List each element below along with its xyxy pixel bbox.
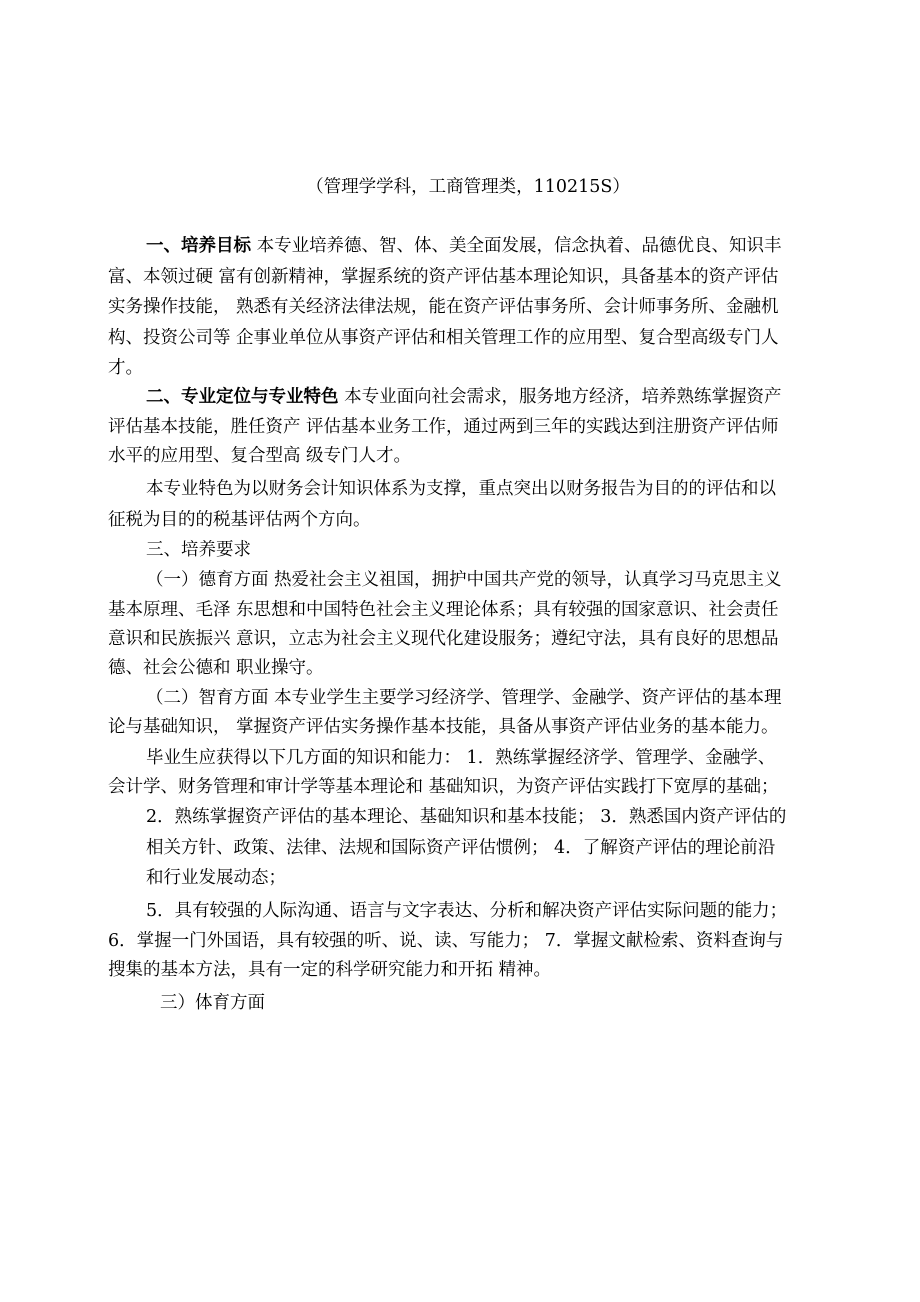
- intellect-text-line-1: （二）智育方面 本专业学生主要学习经济学、管理学、金融学、资产评估的基本理: [146, 688, 782, 708]
- positioning-heading: 二、专业定位与专业特色: [146, 387, 339, 407]
- feature-text-line-1: 本专业特色为以财务会计知识体系为支撑，重点突出以财务报告为目的的评估和以: [146, 479, 776, 499]
- discipline-caption: （管理学学科，工商管理类，110215S）: [306, 177, 630, 197]
- moral-text-line-2: 基本原理、毛泽 东思想和中国特色社会主义理论体系；具有较强的国家意识、社会责任: [108, 600, 779, 620]
- feature-text-line-2: 征税为目的的税基评估两个方向。: [108, 510, 371, 530]
- goal-text-line-1: 本专业培养德、智、体、美全面发展，信念执着、品德优良、知识丰: [251, 236, 782, 256]
- goal-text-line-4: 构、投资公司等 企事业单位从事资产评估和相关管理工作的应用型、复合型高级专门人: [108, 328, 779, 348]
- positioning-text-line-3: 水平的应用型、复合型高 级专门人才。: [108, 446, 412, 466]
- ability-text-line-8: 搜集的基本方法，具有一定的科学研究能力和开拓 精神。: [108, 960, 552, 980]
- ability-text-line-2: 会计学、财务管理和审计学等基本理论和 基础知识，为资产评估实践打下宽厚的基础；: [108, 777, 779, 797]
- goal-text-line-3: 实务操作技能， 熟悉有关经济法律法规，能在资产评估事务所、会计师事务所、金融机: [108, 297, 779, 317]
- moral-text-line-3: 意识和民族振兴 意识，立志为社会主义现代化建设服务；遵纪守法，具有良好的思想品: [108, 629, 779, 649]
- goal-text-line-5: 才。: [108, 358, 143, 378]
- positioning-paragraph-line-1: [146, 382, 836, 412]
- intellect-text-line-2: 论与基础知识， 掌握资产评估实务操作基本技能，具备从事资产评估业务的基本能力。: [108, 717, 779, 737]
- ability-text-line-3: 2．熟练掌握资产评估的基本理论、基础知识和基本技能； 3．熟悉国内资产评估的: [146, 807, 787, 827]
- ability-text-line-5: 和行业发展动态；: [146, 868, 286, 888]
- goal-text-line-2: 富、本领过硬 富有创新精神，掌握系统的资产评估基本理论知识，具备基本的资产评估: [108, 267, 779, 287]
- ability-text-line-7: 6．掌握一门外国语，具有较强的听、说、读、写能力； 7．掌握文献检索、资料查询与: [108, 931, 784, 951]
- ability-text-line-4: 相关方针、政策、法律、法规和国际资产评估惯例； 4．了解资产评估的理论前沿: [146, 838, 776, 858]
- requirements-heading: 三、培养要求: [146, 540, 251, 560]
- physical-heading: 三）体育方面: [160, 993, 265, 1013]
- ability-text-line-1: 毕业生应获得以下几方面的知识和能力： 1．熟练掌握经济学、管理学、金融学、: [146, 748, 776, 768]
- moral-text-line-4: 德、社会公德和 职业操守。: [108, 658, 324, 678]
- moral-text-line-1: （一）德育方面 热爱社会主义祖国，拥护中国共产党的领导，认真学习马克思主义: [146, 570, 782, 590]
- positioning-text-line-1: 本专业面向社会需求，服务地方经济，培养熟练掌握资产: [338, 387, 782, 407]
- positioning-text-line-2: 评估基本技能，胜任资产 评估基本业务工作，通过两到三年的实践达到注册资产评估师: [108, 417, 779, 437]
- ability-text-line-6: 5．具有较强的人际沟通、语言与文字表达、分析和解决资产评估实际问题的能力；: [146, 901, 788, 921]
- goal-paragraph-line-1: [146, 231, 836, 261]
- goal-heading: 一、培养目标: [146, 236, 251, 256]
